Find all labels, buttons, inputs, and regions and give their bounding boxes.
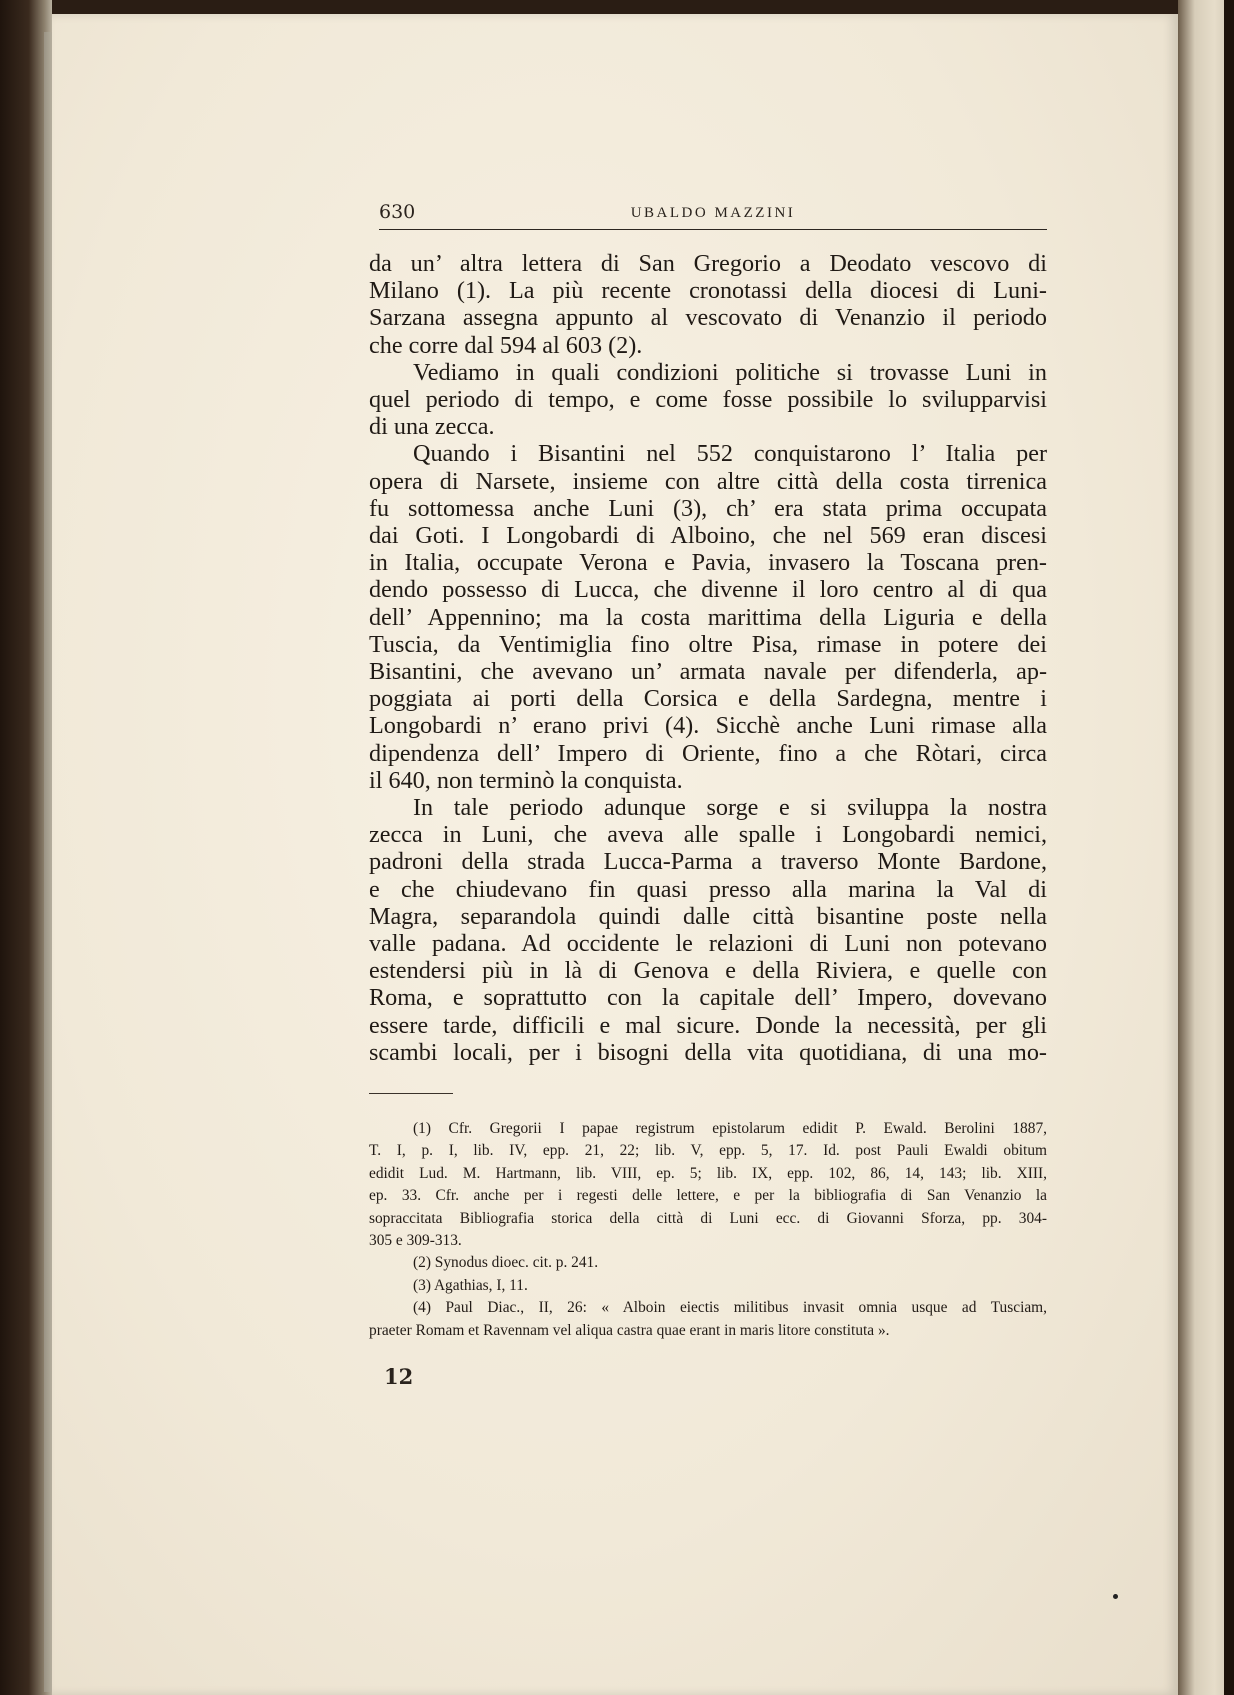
footnotes [369, 1118, 1047, 1342]
paragraph-2 [369, 359, 1047, 441]
text-line: opera di Narsete, insieme con altre città della costa tirrenica [369, 467, 1047, 495]
footnote-1-line: 305 e 309-313. [369, 1232, 462, 1250]
footnote-1-line: (1) Cfr. Gregorii I papae registrum epistolarum edidit P. Ewald. Berolini 1887, [413, 1120, 1047, 1137]
footnote-1-line: T. I, p. I, lib. IV, epp. 21, 22; lib. V, epp. 5, 17. Id. post Pauli Ewaldi obitum [369, 1142, 1047, 1160]
text-line: fu sottomessa anche Luni (3), ch’ era stata prima occupata [369, 494, 1047, 522]
footnote-1-line: sopraccitata Bibliografia storica della città di Luni ecc. di Giovanni Sforza, pp. 304- [369, 1209, 1047, 1227]
body-text [369, 250, 1047, 1066]
text-line: e che chiudevano fin quasi presso alla marina la Val di [369, 875, 1047, 903]
signature-mark: 12 [384, 1364, 414, 1389]
text-line: Roma, e soprattutto con la capitale dell’ Impero, dovevano [369, 984, 1047, 1012]
text-line: Milano (1). La più recente cronotassi della diocesi di Luni- [369, 277, 1047, 305]
text-line: Quando i Bisantini nel 552 conquistarono l’ Italia per [413, 440, 1047, 468]
paragraph-1 [369, 250, 1047, 359]
footnote-3: (3) Agathias, I, 11. [413, 1276, 528, 1294]
text-line: estendersi più in là di Genova e della Riviera, e quelle con [369, 957, 1047, 985]
text-line: in Italia, occupate Verona e Pavia, invasero la Toscana pren- [369, 549, 1047, 577]
text-line: Magra, separandola quindi dalle città bisantine poste nella [369, 902, 1047, 930]
paragraph-4 [369, 794, 1047, 1066]
text-line: quel periodo di tempo, e come fosse possibile lo svilupparvisi [369, 386, 1047, 414]
ink-speck [1113, 1594, 1118, 1599]
text-line: dendo possesso di Lucca, che divenne il loro centro al di qua [369, 576, 1047, 604]
book-edge-right [1224, 0, 1234, 1695]
text-line: dai Goti. I Longobardi di Alboino, che nel 569 eran discesi [369, 522, 1047, 550]
footnote-4-line: praeter Romam et Ravennam vel aliqua castra quae erant in maris litore constituta ». [369, 1321, 890, 1339]
page-number: 630 [379, 201, 416, 223]
text-line: che corre dal 594 al 603 (2). [369, 331, 643, 359]
footnote-1-line: ep. 33. Cfr. anche per i regesti delle lettere, e per la bibliografia di San Venanzio la [369, 1187, 1047, 1205]
text-line: Tuscia, da Ventimiglia fino oltre Pisa, rimase in potere dei [369, 630, 1047, 658]
text-line: essere tarde, difficili e mal sicure. Donde la necessità, per gli [369, 1011, 1047, 1039]
text-line: scambi locali, per i bisogni della vita quotidiana, di una mo- [369, 1038, 1047, 1066]
footnote-4-line: (4) Paul Diac., II, 26: « Alboin eiectis militibus invasit omnia usque ad Tusciam, [413, 1299, 1047, 1317]
text-line: il 640, non terminò la conquista. [369, 766, 683, 794]
text-line: In tale periodo adunque sorge e si sviluppa la nostra [413, 794, 1047, 822]
text-line: Longobardi n’ erano privi (4). Sicchè anche Luni rimase alla [369, 712, 1047, 740]
text-line: di una zecca. [369, 413, 495, 441]
footnote-2: (2) Synodus dioec. cit. p. 241. [413, 1254, 599, 1272]
text-line: Sarzana assegna appunto al vescovato di Venanzio il periodo [369, 304, 1047, 332]
text-line: zecca in Luni, che aveva alle spalle i Longobardi nemici, [369, 821, 1047, 849]
text-line: dell’ Appennino; ma la costa marittima della Liguria e della [369, 603, 1047, 631]
text-line: padroni della strada Lucca-Parma a traverso Monte Bardone, [369, 848, 1047, 876]
text-line: Bisantini, che avevano un’ armata navale per difenderla, ap- [369, 658, 1047, 686]
page-header [379, 199, 1047, 230]
text-line: dipendenza dell’ Impero di Oriente, fino a che Ròtari, circa [369, 739, 1047, 767]
text-line: valle padana. Ad occidente le relazioni di Luni non potevano [369, 930, 1047, 958]
text-line: da un’ altra lettera di San Gregorio a Deodato vescovo di [369, 250, 1047, 277]
paragraph-3 [369, 440, 1047, 794]
footnote-1-line: edidit Lud. M. Hartmann, lib. VIII, ep. 5; lib. IX, epp. 102, 86, 14, 143; lib. XIII, [369, 1164, 1047, 1182]
footnote-rule [369, 1093, 453, 1094]
text-line: Vediamo in quali condizioni politiche si trovasse Luni in [413, 358, 1047, 386]
running-head: UBALDO MAZZINI [630, 205, 796, 221]
text-line: poggiata ai porti della Corsica e della Sardegna, mentre i [369, 685, 1047, 713]
